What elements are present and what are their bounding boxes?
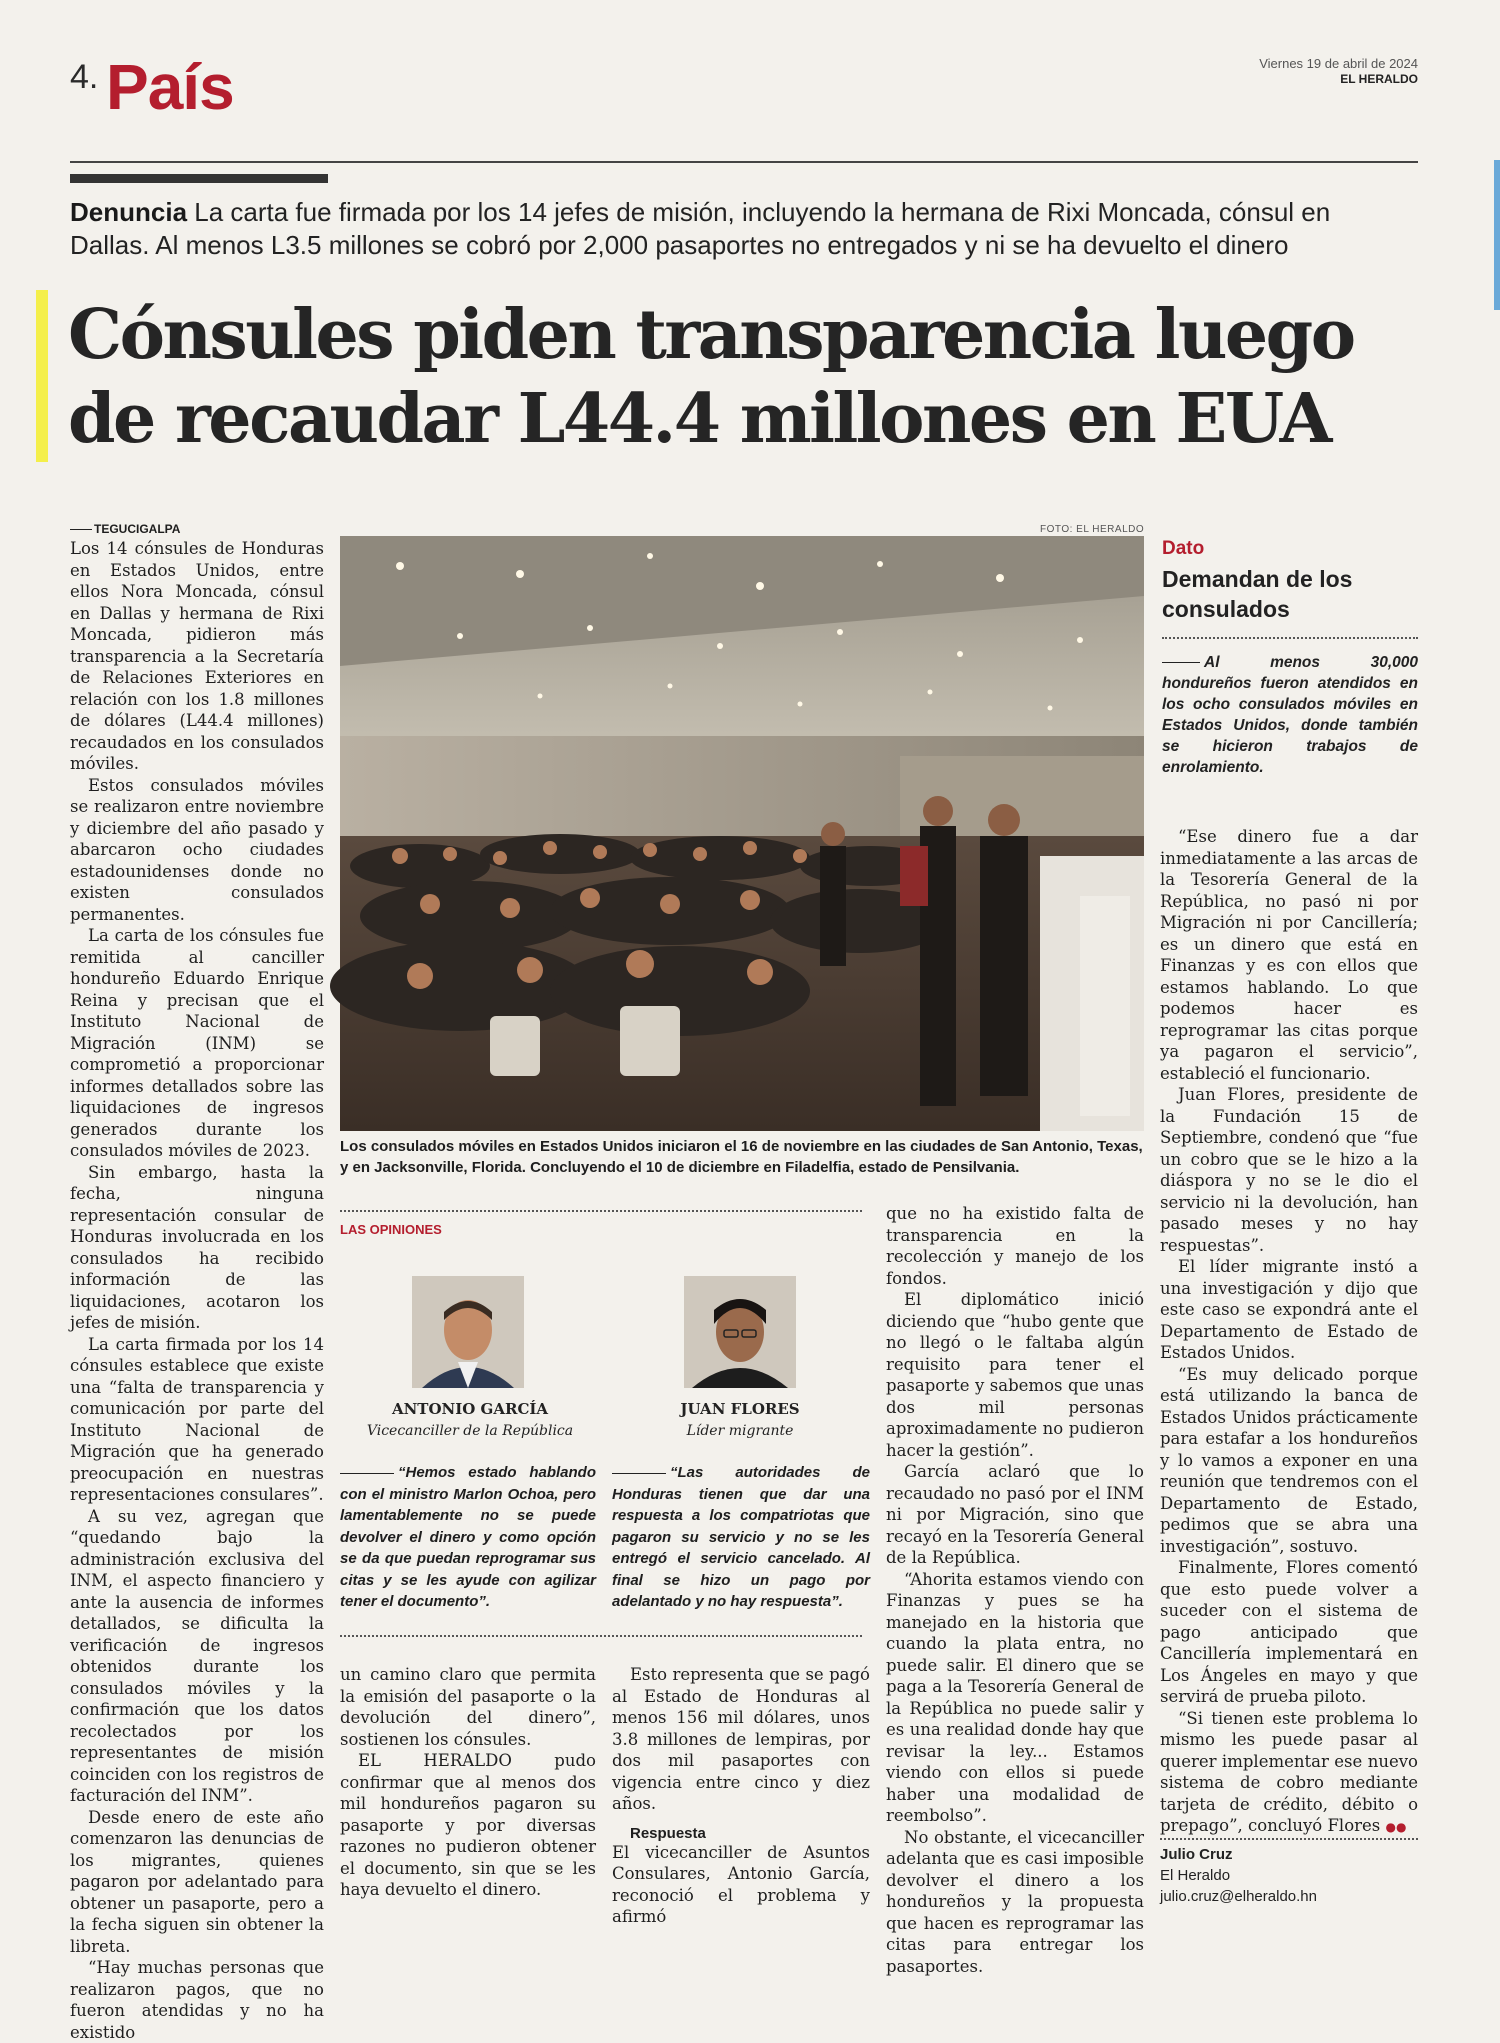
page-number: 4. — [70, 58, 99, 96]
opinions-bottom-divider — [340, 1635, 862, 1637]
paragraph: Estos consulados móviles se realizaron entre noviembre y diciembre del año pasado y abarcaron ocho ciudades estadounidenses donde no existen consulados permanentes. — [70, 775, 324, 924]
paragraph: “Ahorita estamos viendo con Finanzas y pues se ha manejado en la historia que cuando la plata entra, no puede salir. El dinero que se paga a la Tesorería General de la República no puede salir y es una realidad donde hay que revisar la ley... Estamos viendo con ellos si puede haber una modalidad de reembolso”. — [886, 1569, 1144, 1825]
paragraph: El diplomático inició diciendo que “hubo gente que no llegó o le faltaba algún requisito para tener el pasaporte y sabemos que unas dos mil personas aproximadamente no pudieron hacer la gestión”. — [886, 1290, 1144, 1460]
deck-text: La carta fue firmada por los 14 jefes de misión, incluyendo la hermana de Rixi Moncada, cónsul en Dallas. Al menos L3.5 millones se cobró por 2,000 pasaportes no entregados y ni se ha devuelto el dinero — [70, 197, 1331, 260]
highlighter-mark — [36, 290, 48, 462]
section-title: País — [106, 51, 234, 123]
dato-divider — [1162, 637, 1418, 639]
quote-text: “Las autoridades de Honduras tienen que dar una respuesta a los compatriotas que pagaron su servicio y no se les entregó el servicio cancelado. Al final se hizo un pago por adelantado y no hay respuesta”. — [612, 1464, 870, 1610]
article-column-1 — [70, 522, 324, 2043]
author-org: El Heraldo — [1160, 1867, 1231, 1884]
paragraph: Esto representa que se pagó al Estado de Honduras al menos 156 mil dólares, unos 3.8 millones de lempiras, por dos mil pasaportes con vigencia entre cinco y diez años. — [612, 1665, 870, 1813]
paper-name: EL HERALDO — [1340, 72, 1418, 86]
article-column-3 — [612, 1664, 870, 1928]
paragraph: A su vez, agregan que “quedando bajo la administración exclusiva del INM, el aspecto financiero y ante la ausencia de informes detallados, se dificulta la verificación de ingresos obtenidos durante los consulados móviles y la confirmación que los datos recolectados por los representantes de misión coinciden con los registros de facturación del INM”. — [70, 1506, 324, 1805]
headline — [68, 293, 1428, 461]
opinion-name: ANTONIO GARCÍA — [391, 1400, 549, 1418]
photo-credit: FOTO: EL HERALDO — [1040, 524, 1145, 535]
opinion-quote — [612, 1462, 870, 1613]
paragraph: Los 14 cónsules de Honduras en Estados Unidos, entre ellos Nora Moncada, cónsul en Dallas y hermana de Rixi Moncada, pidieron más transparencia a la Secretaría de Relaciones Exteriores en relación con los 1.8 millones de dólares (L44.4 millones) recaudados en los consulados móviles. — [70, 539, 324, 773]
opinion-role: Vicecanciller de la República — [366, 1423, 574, 1439]
dato-title: Demandan de los consulados — [1162, 566, 1353, 622]
paragraph: “Ese dinero fue a dar inmediatamente a las arcas de la Tesorería General de la República, no pasó ni por Migración ni por Cancillería; es un dinero que está en Finanzas y es con ellos que estamos hablando. Lo que podemos hacer es reprogramar las citas porque ya pagaron el servicio”, estableció el funcionario. — [1160, 827, 1418, 1083]
article-photo — [340, 536, 1144, 1131]
paragraph: García aclaró que lo recaudado no pasó por el INM ni por Migración, sino que recayó en la Tesorería General de la República. — [886, 1462, 1144, 1567]
paragraph: No obstante, el vicecanciller adelanta que es casi imposible devolver el dinero a los hondureños y la propuesta que hacen es reprogramar las citas para entregar los pasaportes. — [886, 1827, 1144, 1976]
paragraph: que no ha existido falta de transparencia en la recolección y manejo de los fondos. — [886, 1204, 1144, 1288]
paragraph: un camino claro que permita la emisión del pasaporte o la devolución del dinero”, sostienen los cónsules. — [340, 1665, 596, 1749]
person-portrait-icon — [684, 1276, 796, 1388]
header-divider — [70, 161, 1418, 163]
paragraph: Desde enero de este año comenzaron las denuncias de los migrantes, quienes pagaron por adelantado para obtener un pasaporte, pero a la fecha siguen sin obtener la libreta. — [70, 1807, 324, 1956]
headline-line-2: de recaudar L44.4 millones en EUA — [68, 379, 1330, 459]
article-deck — [70, 196, 1400, 262]
photo-caption: Los consulados móviles en Estados Unidos iniciaron el 16 de noviembre en las ciudades de San Antonio, Texas, y en Jacksonville, Florida. Concluyendo el 10 de diciembre en Filadelfia, estado de Pensilvania. — [340, 1138, 1143, 1176]
quote-text: “Hemos estado hablando con el ministro Marlon Ochoa, pero lamentablemente no se puede devolver el dinero y como opción se da que puedan reprogramar sus citas y se les ayude con agilizar tener el documento”. — [340, 1464, 596, 1610]
paragraph: EL HERALDO pudo confirmar que al menos dos mil hondureños pagaron su pasaporte y por diversas razones no pudieron obtener el documento, sin que se les haya devuelto el dinero. — [340, 1751, 596, 1899]
author-name: Julio Cruz — [1160, 1846, 1233, 1863]
opinion-name: JUAN FLORES — [680, 1400, 800, 1418]
subhead: Respuesta — [630, 1824, 706, 1842]
paragraph: Juan Flores, presidente de la Fundación 15 de Septiembre, condenó que “fue un cobro que se le hizo a la diáspora y no se le dio el servicio ni la devolución, han pasado meses y no hay respuestas”. — [1160, 1085, 1418, 1255]
dato-body — [1162, 652, 1418, 778]
deck-label: Denuncia — [70, 197, 188, 227]
issue-date: Viernes 19 de abril de 2024 — [1259, 56, 1418, 71]
portrait-juan-flores — [684, 1276, 796, 1388]
headline-line-1: Cónsules piden transparencia luego — [68, 295, 1354, 375]
paragraph: La carta de los cónsules fue remitida al canciller hondureño Eduardo Enrique Reina y precisan que el Instituto Nacional de Migración (INM) se comprometió a proporcionar informes detallados sobre las liquidaciones de ingresos generados durante los consulados móviles de 2023. — [70, 926, 324, 1160]
paragraph — [1160, 1708, 1418, 1839]
dato-kicker: Dato — [1162, 538, 1205, 559]
paragraph: Sin embargo, hasta la fecha, ninguna representación consular de Honduras involucrada en los consulados ha recibido información de las liquidaciones, acotaron los jefes de misión. — [70, 1162, 324, 1332]
section-bar — [70, 174, 328, 183]
article-column-5 — [1160, 826, 1418, 1839]
paragraph: El líder migrante instó a una investigación y dijo que este caso se expondrá ante el Departamento de Estado de Estados Unidos. — [1160, 1257, 1418, 1362]
article-column-2 — [340, 1664, 596, 1901]
dato-text: Al menos 30,000 hondureños fueron atendidos en los ocho consulados móviles en Estados Unidos, donde también se hicieron trabajos de enrolamiento. — [1162, 654, 1418, 776]
opinion-quote — [340, 1462, 596, 1613]
page-edge-stripe — [1494, 160, 1500, 310]
person-portrait-icon — [412, 1276, 524, 1388]
paragraph-text: “Si tienen este problema lo mismo les puede pasar al querer implementar ese nuevo sistema de cobro mediante tarjeta de crédito, débito o prepago”, concluyó Flores — [1160, 1708, 1418, 1835]
crowd-photo-illustration — [340, 536, 1144, 1131]
opinion-role: Líder migrante — [686, 1423, 794, 1439]
signature-divider — [1160, 1838, 1418, 1840]
article-column-4 — [886, 1203, 1144, 1977]
opinions-title: LAS OPINIONES — [340, 1222, 442, 1237]
portrait-antonio-garcia — [412, 1276, 524, 1388]
dateline-text: TEGUCIGALPA — [94, 522, 181, 536]
paragraph: El vicecanciller de Asuntos Consulares, Antonio García, reconoció el problema y afirmó — [612, 1842, 870, 1926]
opinions-top-divider — [340, 1210, 862, 1212]
paragraph: “Hay muchas personas que realizaron pagos, que no fueron atendidas y no ha existido — [70, 1958, 324, 2042]
end-mark-icon: ●● — [1385, 1820, 1407, 1834]
paragraph: La carta firmada por los 14 cónsules establece que existe una “falta de transparencia y comunicación por parte del Instituto Nacional de Migración que ha generado preocupación en nuestras representaciones consulares”. — [70, 1334, 324, 1504]
paragraph: Finalmente, Flores comentó que esto puede volver a suceder con el sistema de pago anticipado que Cancillería implementará en Los Ángeles en mayo y que servirá de prueba piloto. — [1160, 1558, 1418, 1706]
paragraph: “Es muy delicado porque está utilizando la banca de Estados Unidos prácticamente para estafar a los hondureños y lo vamos a exponer en una reunión que tendremos con el Departamento de Estado, pedimos que se abra una investigación”, sostuvo. — [1160, 1364, 1418, 1556]
dateline — [70, 522, 324, 536]
author-email: julio.cruz@elheraldo.hn — [1160, 1888, 1317, 1905]
